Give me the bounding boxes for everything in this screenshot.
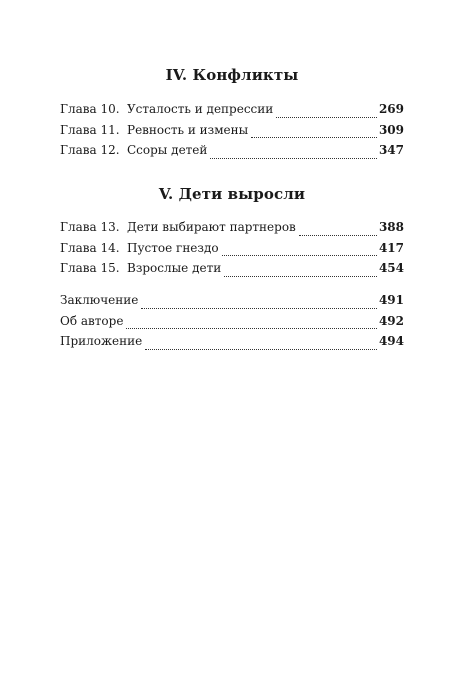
chapter-label: Глава 11. [60, 122, 120, 137]
dot-leader [251, 128, 377, 138]
toc-entry-conclusion[interactable] [60, 292, 404, 313]
chapter-label: Глава 15. [60, 261, 120, 275]
part-title-5: V. Дети выросли [158, 185, 306, 203]
toc-entry-about-author[interactable] [60, 313, 404, 334]
page-number: 454 [378, 261, 404, 275]
dot-leader [145, 340, 377, 350]
toc-entry-chapter-12[interactable] [60, 142, 404, 163]
part-5-chapter-list [60, 219, 404, 281]
chapter-title: Ревность и измены [127, 122, 249, 137]
page-number: 269 [378, 102, 404, 116]
page-number: 491 [378, 293, 404, 307]
page-number: 347 [378, 143, 404, 157]
chapter-label: Глава 10. [60, 102, 120, 116]
dot-leader [299, 226, 377, 236]
dot-leader [126, 319, 377, 329]
toc-entry-chapter-10[interactable] [60, 101, 404, 122]
dot-leader [276, 108, 377, 118]
chapter-title: Взрослые дети [127, 261, 222, 275]
toc-entry-chapter-14[interactable] [60, 240, 404, 261]
section-title: Заключение [60, 293, 139, 307]
backmatter-list [60, 292, 404, 354]
dot-leader [141, 299, 377, 309]
part-title-4: IV. Конфликты [165, 66, 299, 84]
section-title: Приложение [60, 334, 143, 348]
chapter-title: Дети выбирают партнеров [127, 220, 296, 234]
toc-entry-appendix[interactable] [60, 333, 404, 354]
toc-entry-chapter-13[interactable] [60, 219, 404, 240]
toc-entry-chapter-15[interactable] [60, 260, 404, 281]
part-4-chapter-list [60, 101, 404, 163]
page-number: 417 [378, 240, 404, 255]
chapter-label: Глава 12. [60, 143, 120, 157]
page-number: 388 [378, 220, 404, 234]
chapter-title: Пустое гнездо [127, 240, 219, 255]
page-number: 494 [378, 334, 404, 348]
page-number: 309 [378, 122, 404, 137]
chapter-title: Ссоры детей [127, 143, 208, 157]
dot-leader [210, 149, 377, 159]
page-number: 492 [378, 313, 404, 328]
dot-leader [222, 246, 377, 256]
section-title: Об авторе [60, 313, 124, 328]
chapter-title: Усталость и депрессии [127, 102, 274, 116]
dot-leader [224, 267, 377, 277]
chapter-label: Глава 14. [60, 240, 120, 255]
toc-entry-chapter-11[interactable] [60, 122, 404, 143]
chapter-label: Глава 13. [60, 220, 120, 234]
